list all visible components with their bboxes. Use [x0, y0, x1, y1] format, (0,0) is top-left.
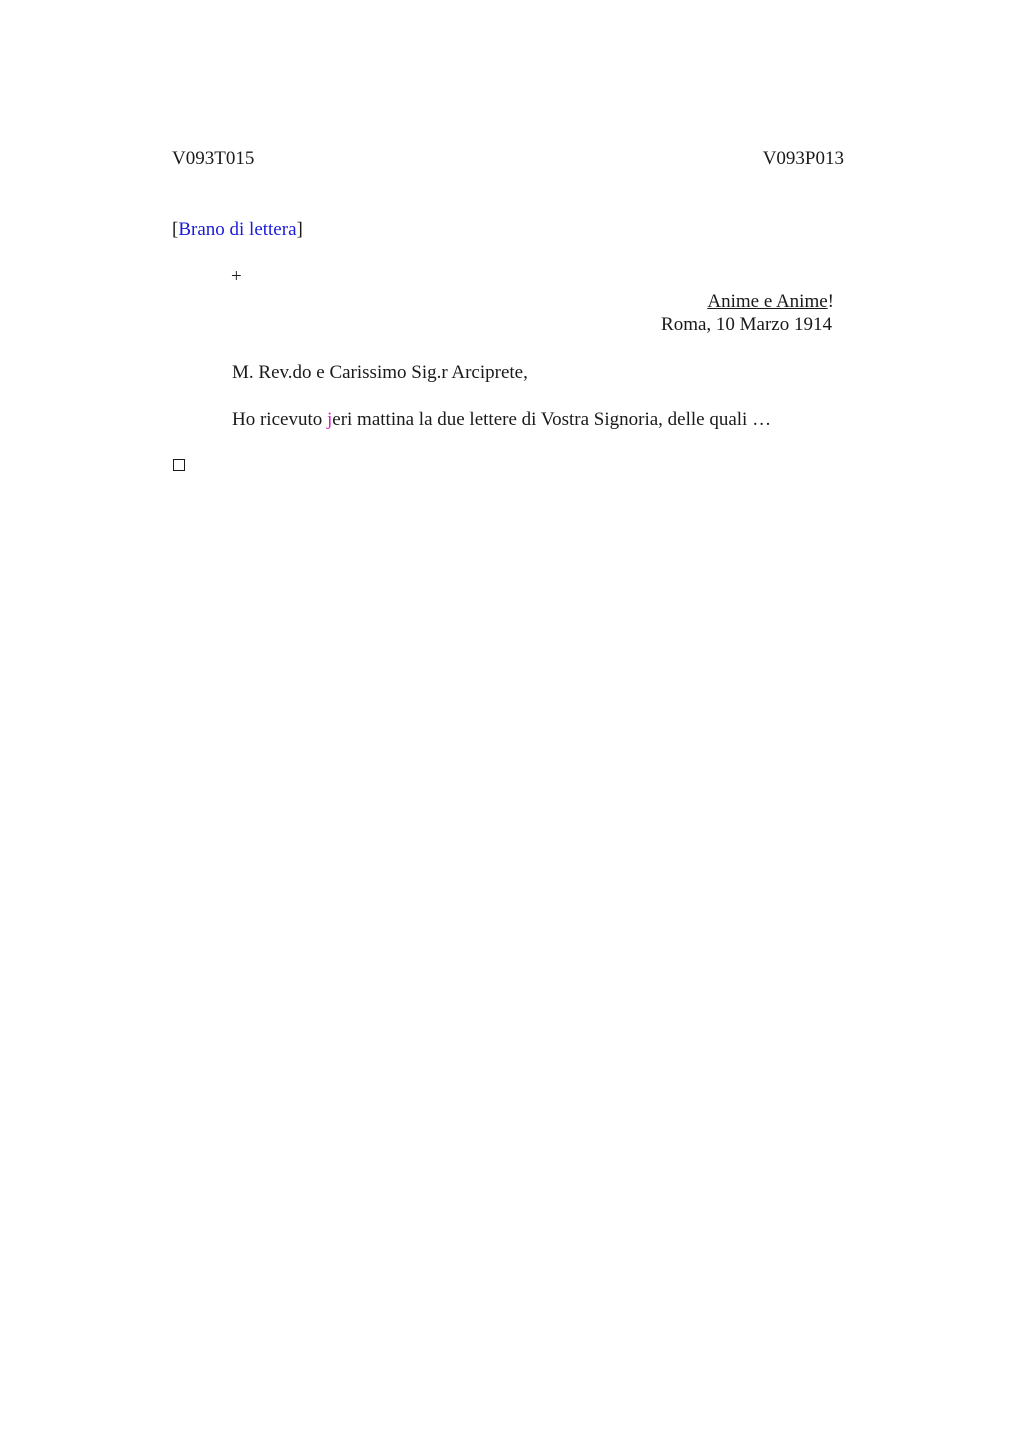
body-text-start: Ho ricevuto: [232, 409, 327, 430]
letter-motto: [707, 292, 834, 311]
body-highlight-letter: j: [326, 409, 333, 430]
heading-title: Brano di lettera: [178, 219, 297, 240]
end-square-icon: [173, 459, 185, 471]
motto-underlined: Anime e Anime: [707, 291, 828, 312]
salutation: M. Rev.do e Carissimo Sig.r Arciprete,: [232, 362, 528, 383]
heading-open-bracket: [: [172, 219, 179, 240]
document-code-right: V093P013: [762, 148, 844, 169]
place-date: Roma, 10 Marzo 1914: [661, 314, 832, 335]
motto-punctuation: !: [827, 291, 834, 312]
cross-symbol: +: [231, 266, 242, 287]
section-heading: [172, 220, 303, 239]
heading-close-bracket: ]: [296, 219, 303, 240]
document-code-left: V093T015: [172, 148, 255, 169]
letter-body: [232, 410, 771, 429]
body-text-rest: eri mattina la due lettere di Vostra Signoria, delle quali …: [332, 409, 772, 430]
